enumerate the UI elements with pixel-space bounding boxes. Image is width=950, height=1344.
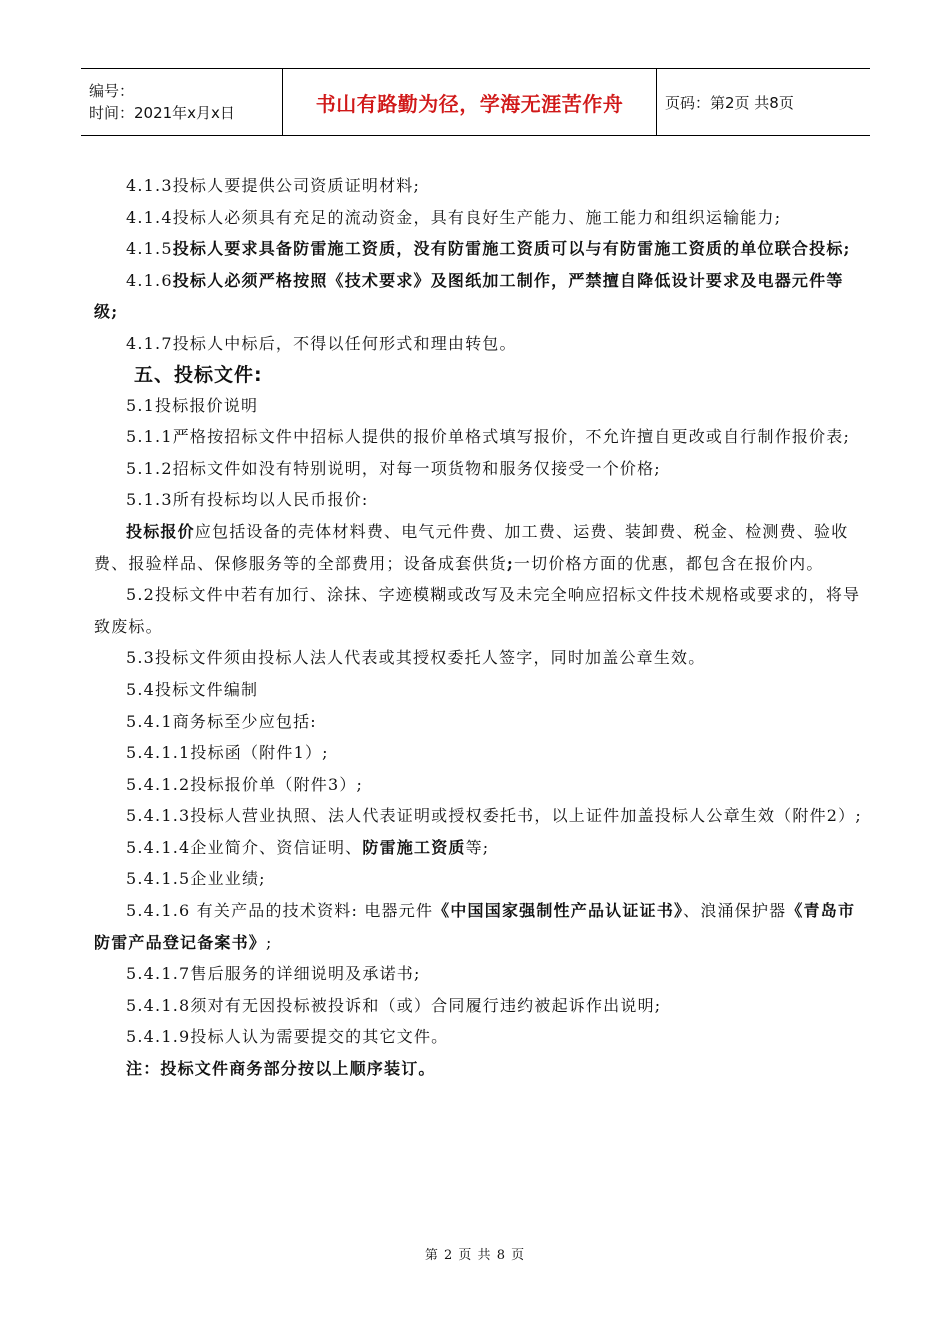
text-span: 应包括设备的壳体材料费、电气元件费、加工费、运费、装卸费、税金、检测费、验收费、报验样品、保修服务等的全部费用；设备成套供货 bbox=[94, 521, 849, 573]
text-span: 一切价格方面的优惠，都包含在报价内。 bbox=[513, 553, 824, 573]
paragraph: 5.1.3所有投标均以人民币报价: bbox=[126, 490, 369, 510]
header-page-info: 页码：第2页 共8页 bbox=[665, 93, 794, 112]
bold-clause: 投标人必须严格按照《技术要求》及图纸加工制作，严禁擅自降低设计要求及电器元件等级; bbox=[94, 270, 844, 322]
paragraph: 5.4.1.8须对有无因投标被投诉和（或）合同履行违约被起诉作出说明; bbox=[126, 995, 662, 1015]
text-span: 、浪涌保护器 bbox=[683, 901, 787, 921]
text-span: 5.4.1.4企业简介、资信证明、 bbox=[126, 837, 363, 857]
paragraph bbox=[94, 895, 864, 958]
paragraph: 4.1.7投标人中标后，不得以任何形式和理由转包。 bbox=[126, 333, 517, 353]
serial-label: 编号： bbox=[89, 82, 135, 100]
paragraph: 4.1.4投标人必须具有充足的流动资金，具有良好生产能力、施工能力和组织运输能力; bbox=[126, 207, 782, 227]
note bbox=[94, 1053, 864, 1085]
page-header bbox=[81, 68, 870, 136]
paragraph bbox=[94, 233, 864, 265]
document-body bbox=[94, 170, 864, 1085]
paragraph: 5.4.1.7售后服务的详细说明及承诺书; bbox=[126, 964, 421, 984]
clause-number: 4.1.5 bbox=[126, 239, 173, 259]
motto-text: 书山有路勤为径，学海无涯苦作舟 bbox=[315, 91, 624, 116]
bold-term: 投标报价 bbox=[126, 521, 195, 541]
bold-punct: ; bbox=[506, 553, 514, 573]
paragraph: 5.4投标文件编制 bbox=[126, 679, 259, 699]
paragraph: 5.3投标文件须由投标人法人代表或其授权委托人签字，同时加盖公章生效。 bbox=[126, 648, 706, 668]
note-text: 注：投标文件商务部分按以上顺序装订。 bbox=[126, 1059, 436, 1079]
header-meta bbox=[81, 69, 283, 135]
paragraph: 5.4.1.2投标报价单（附件3）; bbox=[126, 774, 364, 794]
clause-number: 4.1.6 bbox=[126, 270, 173, 290]
text-span: 等; bbox=[465, 837, 490, 857]
paragraph: 5.1投标报价说明 bbox=[126, 395, 259, 415]
paragraph bbox=[94, 265, 864, 328]
section-heading: 五、投标文件: bbox=[134, 363, 263, 386]
bold-term: 《青岛市防雷产品登记备案书》 bbox=[94, 901, 856, 952]
paragraph: 5.4.1.1投标函（附件1）; bbox=[126, 743, 329, 763]
paragraph: 5.1.2招标文件如没有特别说明，对每一项货物和服务仅接受一个价格; bbox=[126, 458, 661, 478]
paragraph bbox=[94, 516, 864, 579]
paragraph: 5.4.1.9投标人认为需要提交的其它文件。 bbox=[126, 1027, 449, 1047]
bold-clause: 投标人要求具备防雷施工资质，没有防雷施工资质可以与有防雷施工资质的单位联合投标; bbox=[172, 239, 851, 259]
paragraph: 5.4.1.5企业业绩; bbox=[126, 869, 266, 889]
paragraph: 5.4.1商务标至少应包括: bbox=[126, 711, 317, 731]
page-footer: 第 2 页 共 8 页 bbox=[424, 1248, 526, 1263]
header-motto bbox=[283, 69, 657, 135]
bold-term: 《中国国家强制性产品认证证书》 bbox=[433, 901, 684, 921]
bold-term: 防雷施工资质 bbox=[362, 837, 466, 857]
text-span: 5.4.1.6 有关产品的技术资料: 电器元件 bbox=[126, 901, 434, 921]
paragraph: 5.1.1严格按招标文件中招标人提供的报价单格式填写报价，不允许擅自更改或自行制作报价表; bbox=[126, 427, 851, 447]
paragraph bbox=[94, 832, 864, 864]
text-span: ; bbox=[266, 932, 273, 952]
paragraph: 5.2投标文件中若有加行、涂抹、字迹模糊或改写及未完全响应招标文件技术规格或要求的，将导致废标。 bbox=[94, 585, 861, 636]
paragraph: 4.1.3投标人要提供公司资质证明材料; bbox=[126, 176, 421, 195]
paragraph: 5.4.1.3投标人营业执照、法人代表证明或授权委托书，以上证件加盖投标人公章生效（附件2）; bbox=[126, 806, 862, 826]
date-label: 时间：2021年x月x日 bbox=[89, 104, 235, 122]
